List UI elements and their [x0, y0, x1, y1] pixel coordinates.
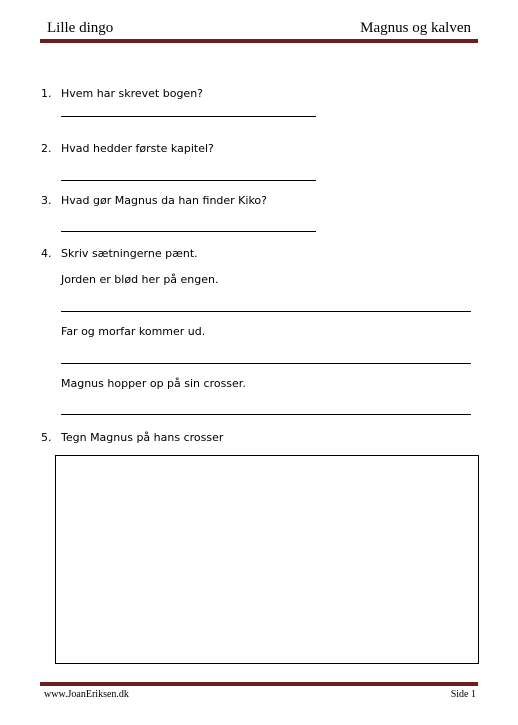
header-right-title: Magnus og kalven — [360, 20, 471, 36]
answer-line-1[interactable] — [61, 116, 316, 117]
answer-line-2[interactable] — [61, 180, 316, 181]
drawing-box[interactable] — [55, 455, 479, 664]
question-5 — [41, 431, 223, 444]
question-number: 5. — [41, 431, 52, 444]
footer-page-number: Side 1 — [450, 689, 476, 700]
footer-website: www.JoanEriksen.dk — [44, 689, 129, 700]
answer-line-3[interactable] — [61, 231, 316, 232]
sentence-1: Jorden er blød her på engen. — [61, 273, 219, 286]
sentence-line-3[interactable] — [61, 414, 471, 415]
question-number: 2. — [41, 142, 52, 155]
question-text: Hvad hedder første kapitel? — [61, 142, 214, 155]
sentence-line-2[interactable] — [61, 363, 471, 364]
sentence-3: Magnus hopper op på sin crosser. — [61, 377, 246, 390]
question-3 — [41, 194, 267, 207]
sentence-line-1[interactable] — [61, 311, 471, 312]
header-rule — [40, 39, 478, 43]
question-text: Tegn Magnus på hans crosser — [61, 431, 224, 444]
sentence-2: Far og morfar kommer ud. — [61, 325, 206, 338]
question-2 — [41, 142, 214, 155]
question-text: Skriv sætningerne pænt. — [61, 247, 198, 260]
question-number: 1. — [41, 87, 52, 100]
question-text: Hvem har skrevet bogen? — [61, 87, 204, 100]
header-left-title: Lille dingo — [47, 20, 114, 36]
question-number: 4. — [41, 247, 52, 260]
question-1 — [41, 87, 203, 100]
question-number: 3. — [41, 194, 52, 207]
question-4 — [41, 247, 198, 260]
footer-rule — [40, 682, 478, 686]
question-text: Hvad gør Magnus da han finder Kiko? — [61, 194, 268, 207]
